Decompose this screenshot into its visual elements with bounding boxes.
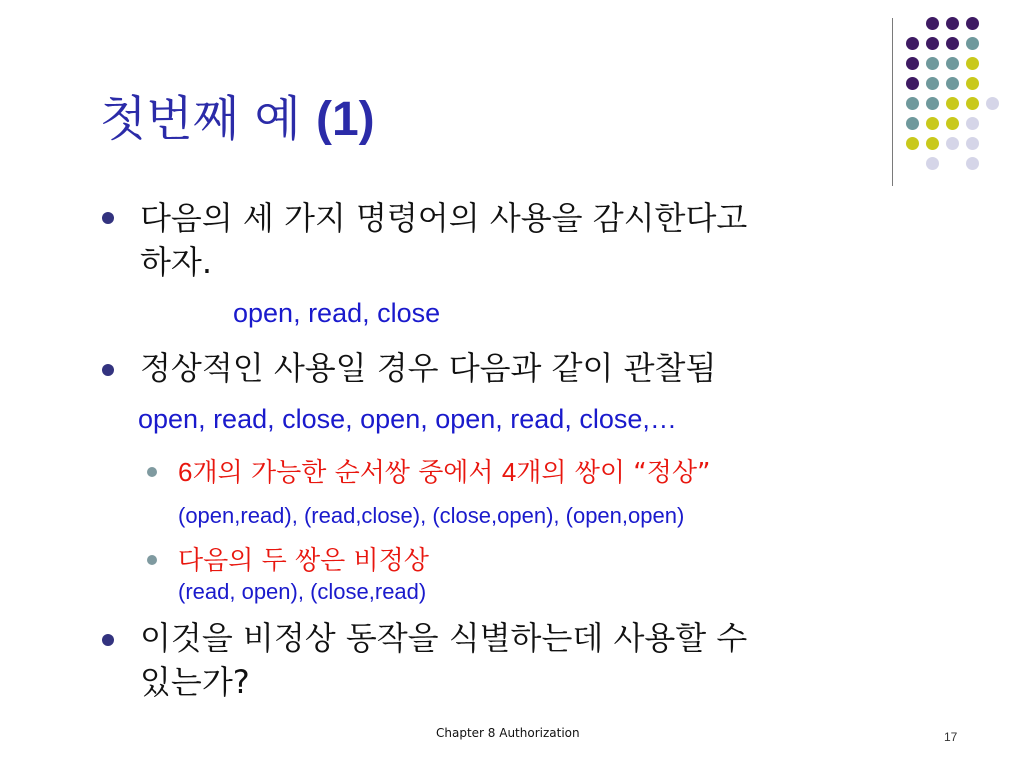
decorative-dot xyxy=(966,17,979,30)
decorative-dot xyxy=(966,97,979,110)
bullet-3-line-2: 있는가? xyxy=(140,663,250,701)
normal-pairs: (open,read), (read,close), (close,open), (open,open) xyxy=(178,503,685,528)
sub-bullet-icon xyxy=(147,555,157,565)
decorative-dot xyxy=(906,57,919,70)
decorative-dot xyxy=(986,97,999,110)
decorative-dot xyxy=(966,77,979,90)
bullet-1-line-2: 하자. xyxy=(140,243,212,281)
sub-bullet-icon xyxy=(147,467,157,477)
decorative-dot xyxy=(926,57,939,70)
title-korean: 첫번째 예 xyxy=(100,91,301,147)
observed-sequence: open, read, close, open, open, read, close,… xyxy=(138,404,677,434)
decorative-dot xyxy=(926,77,939,90)
decorative-dot xyxy=(926,37,939,50)
bullet-3-line-1: 이것을 비정상 동작을 식별하는데 사용할 수 xyxy=(140,619,748,657)
decorative-dot xyxy=(926,17,939,30)
normal-statement-mid: 개의 가능한 순서쌍 중에서 xyxy=(192,458,502,488)
decorative-dot xyxy=(946,77,959,90)
total-pairs-count: 6 xyxy=(178,457,193,487)
normal-pairs-statement xyxy=(178,452,710,489)
decorative-dot xyxy=(926,137,939,150)
decorative-dot xyxy=(946,137,959,150)
decorative-dot xyxy=(946,37,959,50)
slide-title xyxy=(100,80,375,149)
decorative-dot xyxy=(946,97,959,110)
decorative-dot xyxy=(906,97,919,110)
decorative-dot xyxy=(946,57,959,70)
bullet-icon xyxy=(102,634,114,646)
decorative-dot xyxy=(926,157,939,170)
footer-chapter: Chapter 8 Authorization xyxy=(436,726,580,740)
vertical-divider xyxy=(892,18,893,186)
normal-statement-end: 개의 쌍이 “정상” xyxy=(516,458,711,488)
bullet-icon xyxy=(102,364,114,376)
command-list: open, read, close xyxy=(233,298,441,328)
abnormal-pairs-statement: 다음의 두 쌍은 비정상 xyxy=(178,546,429,576)
normal-pairs-count: 4 xyxy=(501,457,517,487)
decorative-dot xyxy=(906,77,919,90)
decorative-dot xyxy=(946,117,959,130)
bullet-2-line-1: 정상적인 사용일 경우 다음과 같이 관찰됨 xyxy=(140,349,717,387)
decorative-dot xyxy=(966,117,979,130)
decorative-dot xyxy=(926,97,939,110)
title-number: (1) xyxy=(316,93,375,146)
decorative-dot xyxy=(906,137,919,150)
decorative-dot xyxy=(966,37,979,50)
abnormal-pairs: (read, open), (close,read) xyxy=(178,579,427,604)
bullet-1-line-1: 다음의 세 가지 명령어의 사용을 감시한다고 xyxy=(140,199,748,237)
decorative-dot xyxy=(966,157,979,170)
decorative-dot xyxy=(926,117,939,130)
decorative-dot xyxy=(906,37,919,50)
bullet-icon xyxy=(102,212,114,224)
decorative-dot xyxy=(966,57,979,70)
decorative-dot xyxy=(946,17,959,30)
decorative-dot xyxy=(906,117,919,130)
page-number: 17 xyxy=(944,730,958,744)
decorative-dot xyxy=(966,137,979,150)
